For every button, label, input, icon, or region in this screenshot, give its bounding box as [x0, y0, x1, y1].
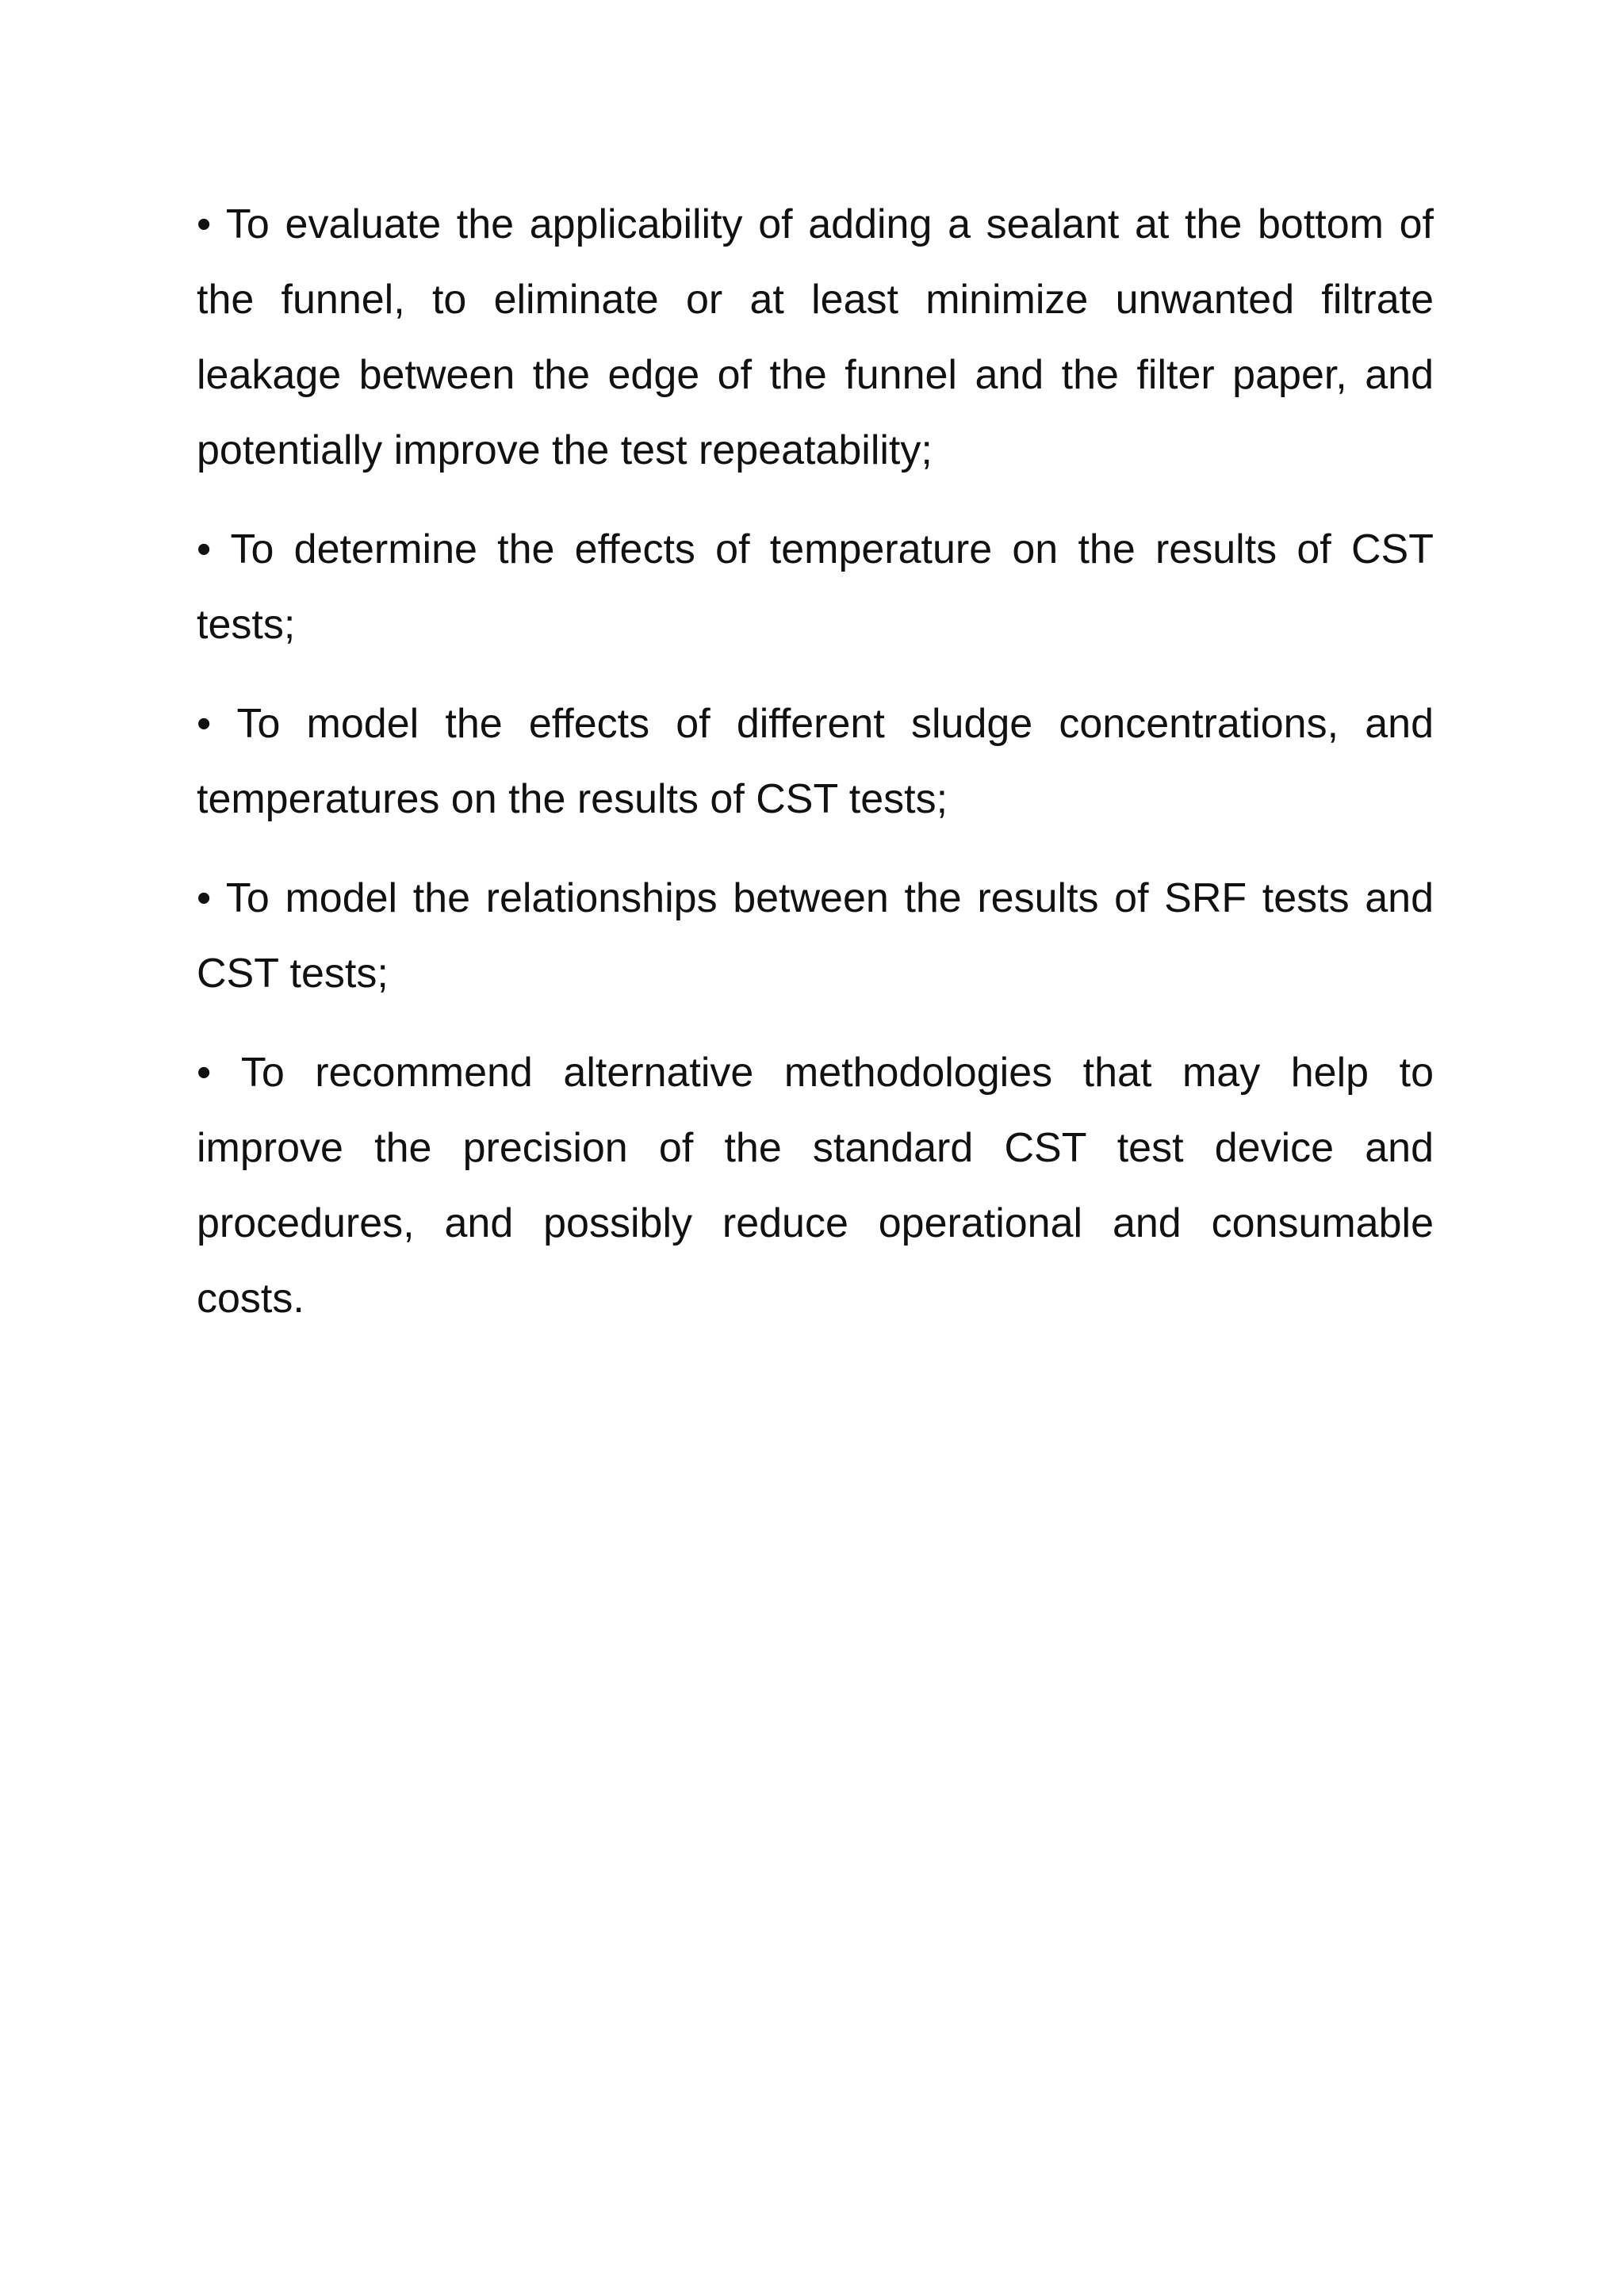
objectives-list	[197, 187, 1434, 1360]
objective-sealant: • To evaluate the applicability of adding a sealant at the bottom of the funnel, to eliminate or at least minimize unwanted filtrate leakage between the edge of the funnel and the filter paper, and potentially improve the test repeatability;	[197, 201, 1434, 473]
objective-recommend-methodologies: • To recommend alternative methodologies that may help to improve the precision of the standard CST test device and procedures, and possibly reduce operational and consumable costs.	[197, 1050, 1434, 1322]
objective-temperature: • To determine the effects of temperature on the results of CST tests;	[197, 526, 1434, 648]
objective-concentration-model: • To model the effects of different sludge concentrations, and temperatures on the results of CST tests;	[197, 701, 1434, 822]
objective-srf-cst-relationship: • To model the relationships between the results of SRF tests and CST tests;	[197, 875, 1434, 997]
